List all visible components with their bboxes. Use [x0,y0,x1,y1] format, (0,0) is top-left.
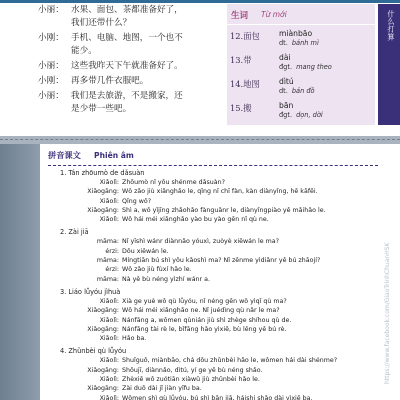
lesson-line [82,356,378,365]
lesson-title: 4. Zhǔnbèi qù lǚyóu [60,347,127,356]
speaker: Xiǎolì: [99,297,119,305]
lesson-line [82,306,378,315]
speaker: Xiǎogāng: [87,325,119,333]
line-text: Shì a, wǒ yǐjīng zhǎohǎo fànguǎnr le, diànyǐngpiào yě mǎihǎo le. [122,206,326,214]
lesson-line [82,206,378,215]
speaker: Xiǎolì: [99,216,119,224]
line-text: Nánfāng a, wǒmen qùnián jiù shì zhège shíhou qù de. [122,316,292,324]
speaker: Xiǎolì: [99,316,119,324]
lesson-title: 1. Tán zhōumò de dǎsuàn [60,169,145,177]
lesson-title: 3. Liáo lǚyóu jìhuà [60,287,121,296]
lesson-line [82,197,378,206]
lesson-title: 2. Zài jiā [60,228,89,237]
lesson [60,347,378,400]
top-page [0,0,400,136]
line-text: Nánfāng tài rè le, bǐfāng hǎo yìxiē, bù lěng yě bú rè. [122,325,287,333]
speaker: 小丽： [38,5,64,15]
dialogue-line [38,45,226,58]
dialogue-hanzi [38,4,226,116]
lesson-line [82,256,378,265]
speaker: érzi: [105,247,119,255]
speaker: Xiǎolì: [99,394,119,400]
page-spread-gap [0,136,400,144]
vocabulary-pinyin: bān [279,101,294,110]
lesson [60,228,378,283]
dialogue-line [38,103,226,116]
dialogue-text: 手机、电脑、地图，一个也不 [71,33,183,43]
lesson-line [82,275,378,284]
line-text: Shǒujī, diànnǎo, dìtú, yí ge yě bù néng shǎo. [122,366,263,374]
page-left-margin [0,144,40,400]
line-text: Nà yě bù néng yìzhí wánr a. [122,275,210,283]
section-title-vietnamese: Phiên âm [94,151,134,160]
line-text: Míngtiān bú shì yǒu kǎoshì ma? Nǐ zěnme yìdiǎnr yě bú zhāojí? [122,257,321,265]
section-divider [48,165,378,166]
line-text: Shuǐguǒ, miànbāo, chá dōu zhǔnbèi hǎo le, wǒmen hái dài shénme? [122,357,338,365]
line-text: Zhèxiē wǒ zuótiān xiàwǔ jiù zhǔnbèi hǎo le. [122,376,260,384]
vocabulary-word: 15.搬 [230,103,252,113]
line-text: Wǒ hái méi xiǎnghǎo ne. Nǐ juédìng qù nǎr le ma? [122,307,280,315]
divider [227,24,375,25]
speaker: 小丽： [38,91,64,101]
vocabulary-entry [227,29,375,53]
line-text: Wǒ zǎo jiù xiǎnghǎo le, qǐng nǐ chī fàn, kàn diànyǐng, hē kāfēi. [122,188,318,196]
watermark-url: https://www.facebook.com/GiaoTrinhChuanHSK [384,242,391,384]
line-text: Wǒ hái méi xiǎnghǎo yào bu yào gēn nǐ qù ne. [122,216,269,224]
vocabulary-meaning: dt. bản đồ [279,87,315,95]
chapter-side-tab-label: 什么打算 [387,10,396,41]
dialogue-text: 这些我昨天下午就准备好了。 [71,61,183,71]
bottom-page [0,144,400,400]
pinyin-lessons [60,169,378,400]
lesson-line [82,394,378,400]
line-text: Xià ge yuè wǒ qù lǚyóu, nǐ néng gēn wǒ yìqǐ qù ma? [122,297,287,305]
vocabulary-meaning: dt. bánh mì [279,39,319,47]
speaker: Xiǎogāng: [87,307,119,315]
speaker: Xiǎolì: [99,197,119,205]
dialogue-text: 我们还带什么？ [71,18,132,28]
speaker: Xiǎolì: [99,376,119,384]
line-text: Zài duō dài jǐ jiàn yīfu ba. [122,385,202,393]
line-text: Hǎo ba. [122,335,147,343]
vocabulary-entry [227,77,375,101]
lesson-line [82,334,378,343]
speaker: 小刚： [38,76,64,86]
lesson-line [82,187,378,196]
dialogue-text: 能少。 [71,46,97,56]
dialogue-text: 再多带几件衣服吧。 [71,76,149,86]
speaker: Xiǎolì: [99,357,119,365]
speaker: Xiǎogāng: [87,188,119,196]
lesson-line [82,178,378,187]
speaker: 小丽： [38,61,64,71]
page-top-edge [0,0,400,3]
dialogue-line [38,32,226,45]
vocabulary-word: 14.地图 [230,79,260,89]
speaker: érzi: [105,266,119,274]
speaker: māma: [96,257,119,265]
lesson-line [82,316,378,325]
line-text: Zhōumò nǐ yǒu shénme dǎsuàn? [122,179,225,186]
lesson-line [82,247,378,256]
vocabulary-meaning: đgt. mang theo [279,63,332,71]
vocabulary-word: 12.面包 [230,31,260,41]
vocabulary-header-hanzi: 生词 [231,11,249,21]
line-text: Qǐng wǒ? [122,197,152,205]
lesson-line [82,375,378,384]
speaker: Xiǎolì: [99,335,119,343]
dialogue-text: 是少带一些吧。 [71,104,132,114]
lesson-line [82,384,378,393]
dialogue-line [38,4,226,17]
line-text: Wǒ zǎo jiù fùxí hǎo le. [122,266,192,274]
vocabulary-box [227,4,375,125]
line-text: Dōu xiěwán le. [122,247,169,255]
section-title-hanzi: 拼音课文 [48,150,81,160]
lesson-line [82,265,378,274]
lesson [60,287,378,343]
vocabulary-meaning: đgt. dọn, dời [279,111,323,119]
speaker: Xiǎolì: [99,179,119,186]
lesson [60,169,378,224]
vocabulary-header [227,9,375,23]
dialogue-line [38,90,226,103]
speaker: Xiǎogāng: [87,385,119,393]
speaker: Xiǎogāng: [87,206,119,214]
dialogue-line [38,75,226,88]
chapter-side-tab [378,4,400,125]
lesson-line [82,237,378,246]
dialogue-line [38,60,226,73]
speaker: 小刚： [38,33,64,43]
lesson-line [82,297,378,306]
lesson-line [82,215,378,224]
speaker: māma: [96,275,119,283]
vocabulary-pinyin: dìtú [279,77,294,86]
vocabulary-entry [227,53,375,77]
line-text: Nǐ yīshì wánr diànnǎo yóuxì, zuòyè xiěwán le ma? [122,238,279,246]
dialogue-line [38,17,226,30]
vocabulary-word: 13.带 [230,55,252,65]
line-text: Wǒmen shì qù lǚyóu, bú shì bān jiā, háishi shǎo dài yìxiē ba. [122,394,313,400]
dialogue-text: 水果、面包、茶都准备好了， [71,5,183,15]
vocabulary-header-vietnamese: Từ mới [261,10,287,19]
vocabulary-pinyin: miànbāo [279,29,313,38]
speaker: Xiǎogāng: [87,366,119,374]
dialogue-text: 我们是去旅游，不是搬家，还 [71,91,183,101]
lesson-line [82,366,378,375]
vocabulary-pinyin: dài [279,53,291,62]
vocabulary-entry [227,101,375,125]
lesson-line [82,325,378,334]
speaker: māma: [96,238,119,246]
